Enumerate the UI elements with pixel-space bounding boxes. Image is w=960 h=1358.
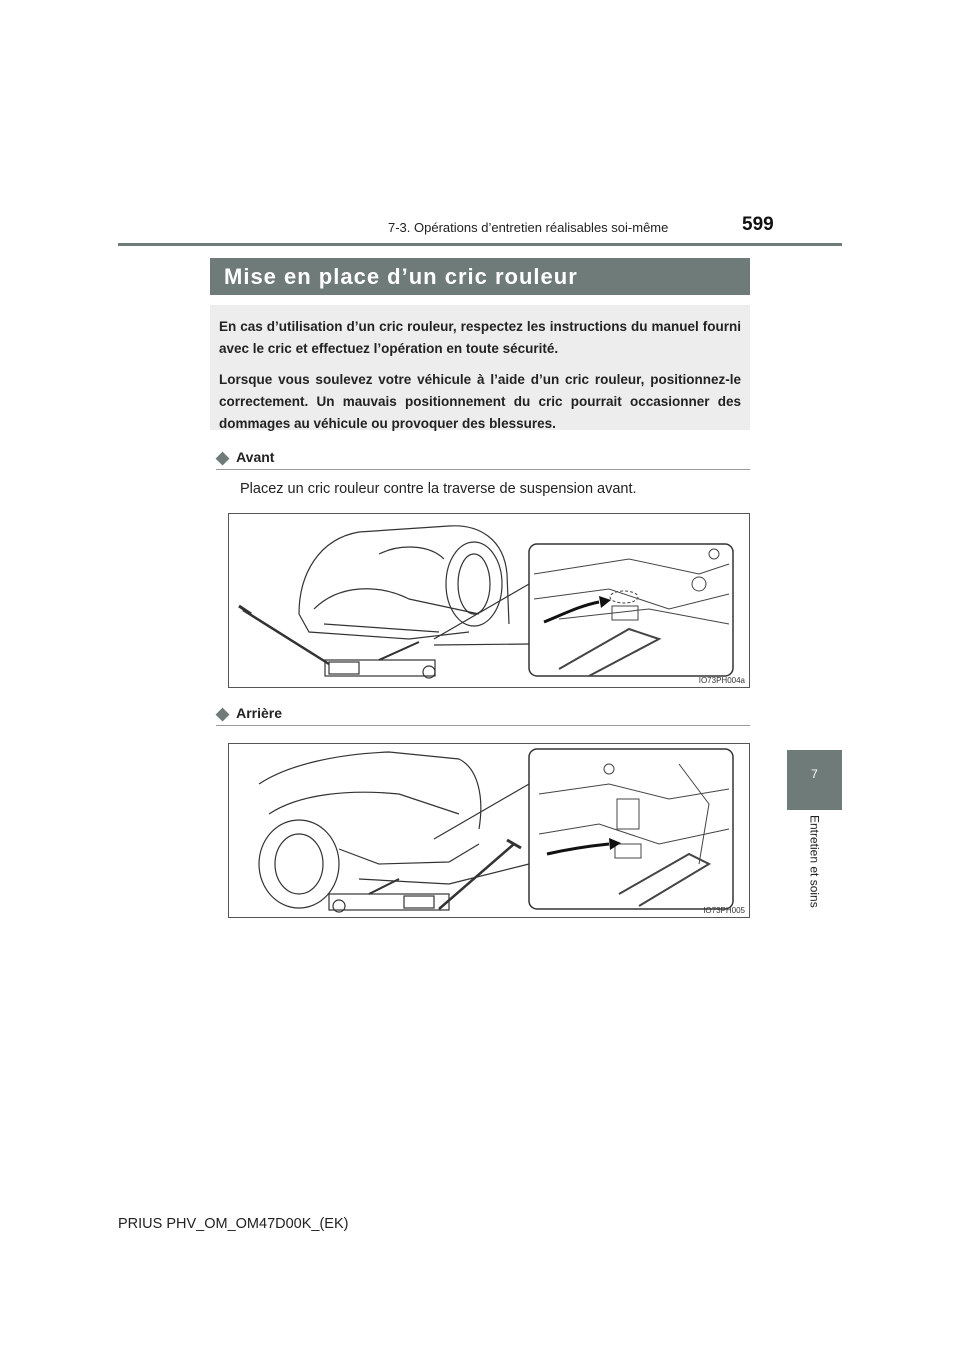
diamond-bullet-icon: ◆ [216, 704, 230, 723]
front-instruction: Placez un cric rouleur contre la traverse de suspension avant. [240, 481, 637, 497]
chapter-tab-label: Entretien et soins [807, 815, 822, 908]
rear-jack-figure [228, 743, 750, 918]
rear-heading-rule [216, 725, 750, 726]
header-divider [118, 243, 842, 246]
diamond-bullet-icon: ◆ [216, 448, 230, 467]
rear-heading-label: Arrière [236, 705, 282, 721]
footer-document-code: PRIUS PHV_OM_OM47D00K_(EK) [118, 1216, 349, 1232]
front-jack-illustration [229, 514, 749, 687]
intro-box [210, 305, 750, 430]
rear-jack-illustration [229, 744, 749, 917]
front-jack-figure [228, 513, 750, 688]
intro-paragraph-2: Lorsque vous soulevez votre véhicule à l’aide d’un cric rouleur, positionnez-le correctement. Un mauvais positionnement du cric pourrait occasionner des dommages au véhicule ou provoquer des blessures. [219, 372, 741, 431]
rear-figure-code: IO73PH005 [703, 906, 745, 915]
front-heading-rule [216, 469, 750, 470]
section-title-text: Mise en place d’un cric rouleur [224, 263, 578, 289]
header-section-title: 7-3. Opérations d’entretien réalisables soi-même [388, 220, 669, 235]
front-heading [216, 448, 274, 468]
chapter-tab-number: 7 [811, 767, 818, 781]
front-heading-label: Avant [236, 449, 275, 465]
intro-paragraph-1: En cas d’utilisation d’un cric rouleur, respectez les instructions du manuel fourni avec le cric et effectuez l’opération en toute sécurité. [219, 319, 741, 356]
rear-heading [216, 704, 282, 724]
page-number: 599 [742, 214, 774, 235]
section-title [210, 258, 750, 295]
front-figure-code: IO73PH004a [698, 676, 745, 685]
